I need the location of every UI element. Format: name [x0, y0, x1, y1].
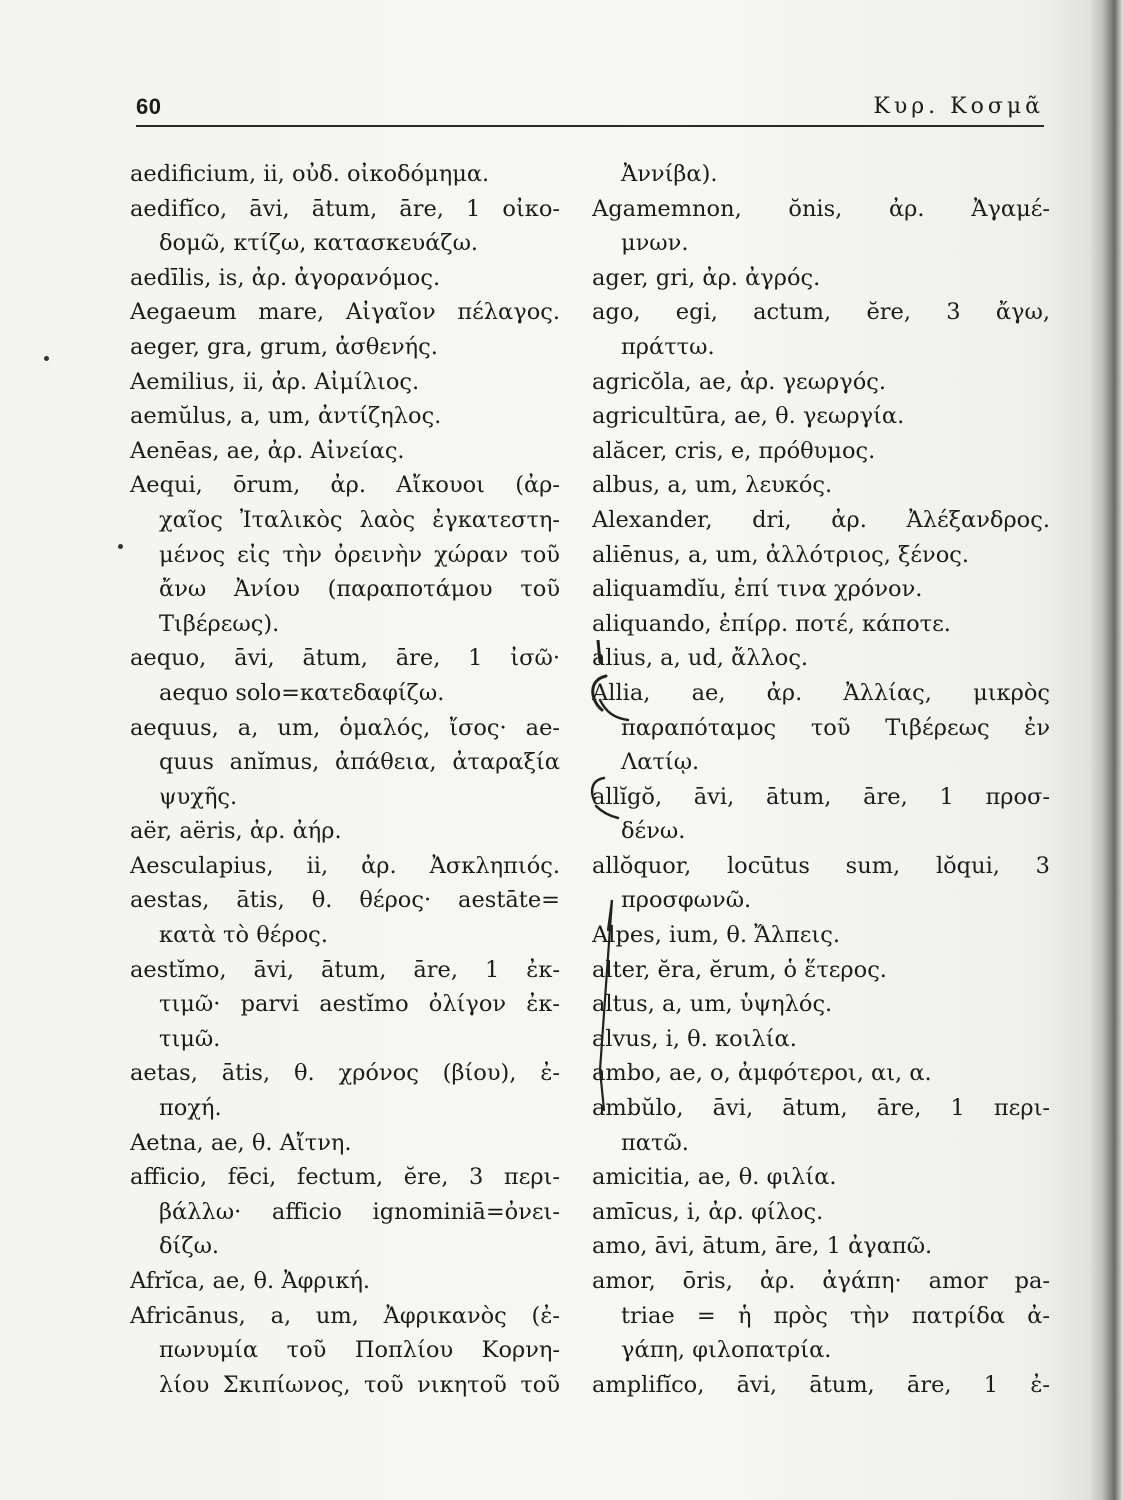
- dictionary-line: δίζω.: [159, 1233, 220, 1260]
- book-binding-shadow: [1089, 0, 1123, 1500]
- dictionary-line: aequo, āvi, ātum, āre, 1 ἰσῶ·: [130, 645, 560, 672]
- dictionary-line: aliēnus, a, um, ἀλλότριος, ξένος.: [592, 541, 970, 568]
- dictionary-line: Aenēas, ae, ἀρ. Αἰνείας.: [130, 437, 405, 464]
- dictionary-line: λίου Σκιπίωνος, τοῦ νικητοῦ τοῦ: [159, 1371, 560, 1398]
- dictionary-line: ambŭlo, āvi, ātum, āre, 1 περι-: [592, 1095, 1050, 1122]
- dictionary-line: προσφωνῶ.: [621, 887, 752, 914]
- dictionary-line: aedificium, ii, οὐδ. οἰκοδόμημα.: [130, 161, 490, 187]
- dictionary-line: τιμῶ· parvi aestĭmo ὀλίγον ἐκ-: [159, 991, 560, 1018]
- dictionary-line: Aemilius, ii, ἀρ. Αἰμίλιος.: [130, 368, 420, 395]
- dictionary-line: Aetna, ae, θ. Αἴτνη.: [130, 1129, 352, 1156]
- dictionary-line: Aesculapius, ii, ἀρ. Ἀσκληπιός.: [130, 852, 560, 879]
- dictionary-line: amicitia, ae, θ. φιλία.: [592, 1164, 837, 1191]
- left-column: [130, 157, 560, 1402]
- dictionary-line: Allia, ae, ἀρ. Ἀλλίας, μικρὸς: [592, 679, 1050, 706]
- dictionary-line: Agamemnon, ŏnis, ἀρ. Ἀγαμέ-: [592, 195, 1050, 222]
- dictionary-line: πράττω.: [621, 333, 715, 360]
- dictionary-line: γάπη, φιλοπατρία.: [621, 1337, 832, 1364]
- dictionary-line: agricultūra, ae, θ. γεωργία.: [592, 403, 905, 430]
- dictionary-line: Alpes, ium, θ. Ἄλπεις.: [592, 922, 840, 949]
- dictionary-line: afficio, fēci, fectum, ĕre, 3 περι-: [130, 1164, 560, 1191]
- dictionary-line: aequo solo=κατεδαφίζω.: [159, 679, 445, 706]
- dictionary-line: πατῶ.: [621, 1129, 689, 1156]
- dictionary-line: Λατίῳ.: [621, 749, 700, 776]
- page-number: 60: [136, 94, 162, 119]
- dictionary-line: aetas, ātis, θ. χρόνος (βίου), ἐ-: [130, 1060, 560, 1087]
- dictionary-line: aliquamdĭu, ἐπί τινα χρόνον.: [592, 576, 923, 603]
- dictionary-line: παραπόταμος τοῦ Τιβέρεως ἐν: [621, 714, 1050, 741]
- running-head: Κυρ. Κοσμᾶ: [873, 94, 1044, 119]
- page-header: [136, 92, 1044, 128]
- dictionary-line: agricŏla, ae, ἀρ. γεωργός.: [592, 368, 887, 395]
- dictionary-line: aemŭlus, a, um, ἀντίζηλος.: [130, 403, 442, 430]
- dictionary-line: aliquando, ἐπίρρ. ποτέ, κάποτε.: [592, 610, 951, 637]
- dictionary-line: aedīlis, is, ἀρ. ἀγορανόμος.: [130, 264, 441, 291]
- dictionary-line: βάλλω· afficio ignominiā=ὀνει-: [159, 1198, 560, 1225]
- dictionary-line: aër, aëris, ἀρ. ἀήρ.: [130, 818, 342, 845]
- dictionary-line: κατὰ τὸ θέρος.: [159, 922, 328, 949]
- dictionary-line: ἄνω Ἀνίου (παραποτάμου τοῦ: [159, 576, 560, 603]
- dictionary-line: πωνυμία τοῦ Ποπλίου Κορνη-: [159, 1337, 560, 1364]
- dictionary-line: Ἀννίβα).: [621, 161, 718, 187]
- dictionary-line: altus, a, um, ὑψηλός.: [592, 991, 833, 1018]
- dictionary-line: Alexander, dri, ἀρ. Ἀλέξανδρος.: [592, 506, 1050, 533]
- dictionary-line: Africānus, a, um, Ἀφρικανὸς (ἐ-: [130, 1302, 560, 1329]
- dictionary-line: alvus, i, θ. κοιλία.: [592, 1025, 797, 1052]
- dictionary-line: χαῖος Ἰταλικὸς λαὸς ἐγκατεστη-: [159, 506, 560, 533]
- dictionary-line: ager, gri, ἀρ. ἀγρός.: [592, 264, 821, 291]
- dictionary-line: amo, āvi, ātum, āre, 1 ἀγαπῶ.: [592, 1233, 933, 1260]
- dictionary-line: albus, a, um, λευκός.: [592, 472, 833, 499]
- dictionary-line: alter, ĕra, ĕrum, ὁ ἕτερος.: [592, 956, 887, 983]
- dictionary-line: allŏquor, locūtus sum, lŏqui, 3: [592, 852, 1050, 879]
- header-rule: [136, 125, 1044, 127]
- dictionary-line: Aequi, ōrum, ἀρ. Αἴκουοι (ἀρ-: [130, 472, 560, 499]
- dictionary-line: Aegaeum mare, Αἰγαῖον πέλαγος.: [130, 299, 560, 326]
- dictionary-line: quus anĭmus, ἀπάθεια, ἀταραξία: [159, 749, 560, 776]
- dictionary-line: triae = ἡ πρὸς τὴν πατρίδα ἀ-: [621, 1302, 1050, 1329]
- dictionary-line: amplifĭco, āvi, ātum, āre, 1 ἐ-: [592, 1371, 1050, 1398]
- dictionary-line: ποχή.: [159, 1095, 222, 1122]
- dictionary-line: alius, a, ud, ἄλλος.: [592, 645, 809, 672]
- stray-ink-dot: [44, 356, 49, 361]
- dictionary-line: aeger, gra, grum, ἀσθενής.: [130, 333, 438, 360]
- dictionary-line: μένος εἰς τὴν ὀρεινὴν χώραν τοῦ: [159, 541, 560, 568]
- stray-ink-dot: [118, 544, 123, 549]
- dictionary-line: δομῶ, κτίζω, κατασκευάζω.: [159, 230, 479, 257]
- right-column: [592, 157, 1050, 1402]
- dictionary-line: δένω.: [621, 818, 686, 845]
- dictionary-line: ago, egi, actum, ĕre, 3 ἄγω,: [592, 299, 1050, 326]
- dictionary-line: aedifĭco, āvi, ātum, āre, 1 οἰκο-: [130, 195, 560, 222]
- dictionary-line: Τιβέρεως).: [159, 610, 280, 637]
- dictionary-line: aestĭmo, āvi, ātum, āre, 1 ἐκ-: [130, 956, 560, 983]
- dictionary-line: aestas, ātis, θ. θέρος· aestāte=: [130, 887, 560, 914]
- dictionary-line: amīcus, i, ἀρ. φίλος.: [592, 1198, 824, 1225]
- dictionary-line: μνων.: [621, 230, 689, 257]
- dictionary-line: allĭgŏ, āvi, ātum, āre, 1 προσ-: [592, 783, 1050, 810]
- dictionary-line: τιμῶ.: [159, 1025, 221, 1052]
- dictionary-line: ψυχῆς.: [159, 783, 238, 810]
- dictionary-line: alăcer, cris, e, πρόθυμος.: [592, 437, 876, 464]
- dictionary-line: ambo, ae, o, ἀμφότεροι, αι, α.: [592, 1060, 932, 1087]
- dictionary-line: amor, ōris, ἀρ. ἀγάπη· amor pa-: [592, 1268, 1050, 1294]
- dictionary-line: Afrĭca, ae, θ. Ἀφρική.: [130, 1268, 371, 1294]
- dictionary-line: aequus, a, um, ὁμαλός, ἴσος· ae-: [130, 714, 560, 741]
